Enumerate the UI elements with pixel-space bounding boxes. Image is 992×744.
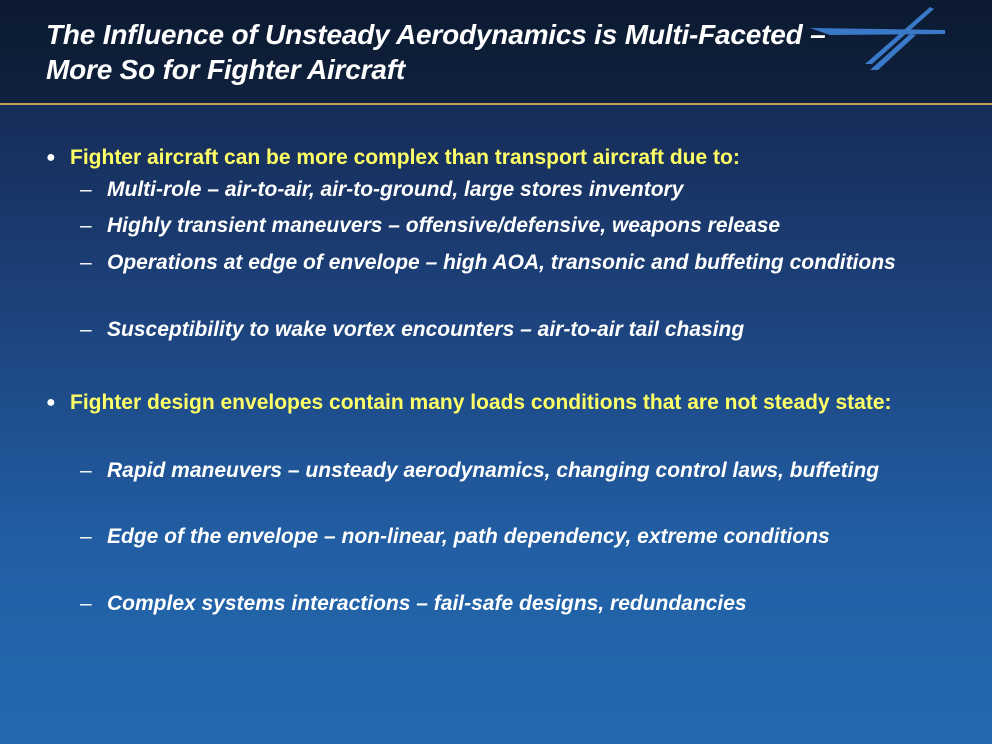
dash-icon: – xyxy=(80,214,92,237)
sub-text: Operations at edge of envelope – high AOA, transonic and buffeting conditions xyxy=(107,251,896,274)
bullet-item xyxy=(46,143,930,173)
sub-item xyxy=(80,315,932,345)
dash-icon: – xyxy=(80,592,92,615)
dash-icon: – xyxy=(80,318,92,341)
sub-item xyxy=(80,522,932,552)
bullet-text: Fighter aircraft can be more complex than transport aircraft due to: xyxy=(70,146,740,169)
bullet-item xyxy=(46,388,930,418)
slide-title: The Influence of Unsteady Aerodynamics is Multi-Faceted – More So for Fighter Aircraft xyxy=(46,19,826,85)
sub-text: Complex systems interactions – fail-safe designs, redundancies xyxy=(107,592,747,615)
sub-item xyxy=(80,456,932,486)
dash-icon: – xyxy=(80,525,92,548)
bullet-dot-icon: ● xyxy=(46,149,56,166)
dash-icon: – xyxy=(80,459,92,482)
sub-item xyxy=(80,175,932,205)
dash-icon: – xyxy=(80,251,92,274)
sub-text: Susceptibility to wake vortex encounters – air-to-air tail chasing xyxy=(107,318,745,341)
sub-item xyxy=(80,589,932,619)
bullet-dot-icon: ● xyxy=(46,394,56,411)
sub-text: Multi-role – air-to-air, air-to-ground, large stores inventory xyxy=(107,178,684,201)
bullet-text: Fighter design envelopes contain many loads conditions that are not steady state: xyxy=(70,391,892,414)
sub-item xyxy=(80,211,932,241)
sub-item xyxy=(80,248,932,278)
sub-text: Highly transient maneuvers – offensive/defensive, weapons release xyxy=(107,214,781,237)
sub-text: Edge of the envelope – non-linear, path dependency, extreme conditions xyxy=(107,525,830,548)
dash-icon: – xyxy=(80,178,92,201)
sub-text: Rapid maneuvers – unsteady aerodynamics, changing control laws, buffeting xyxy=(107,459,880,482)
